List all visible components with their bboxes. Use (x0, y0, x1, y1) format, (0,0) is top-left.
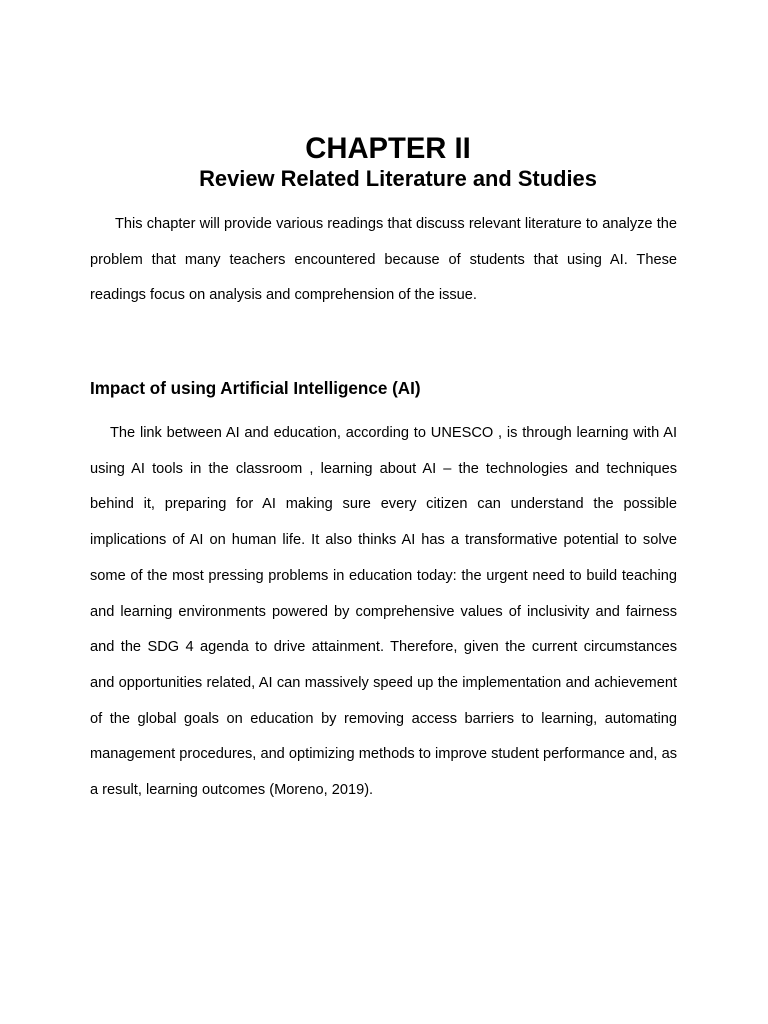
section-paragraph: The link between AI and education, according to UNESCO , is through learning with AI using AI tools in the classroom , learning about AI – the technologies and techniques behind it, preparing for AI making sure every citizen can understand the possible implications of AI on human life. It also thinks AI has a transformative potential to solve some of the most pressing problems in education today: the urgent need to build teaching and learning environments powered by comprehensive values of inclusivity and fairness and the SDG 4 agenda to drive attainment. Therefore, given the current circumstances and opportunities related, AI can massively speed up the implementation and achievement of the global goals on education by removing access barriers to learning, automating management procedures, and optimizing methods to improve student performance and, as a result, learning outcomes (Moreno, 2019). (90, 425, 677, 799)
section-heading: Impact of using Artificial Intelligence (AI) (90, 379, 421, 398)
intro-paragraph: This chapter will provide various readings that discuss relevant literature to analyze the problem that many teachers encountered because of students that using AI. These readings focus on analysis and comprehension of the issue. (90, 216, 677, 304)
chapter-heading: CHAPTER II (305, 133, 471, 165)
chapter-subtitle: Review Related Literature and Studies (199, 166, 597, 191)
